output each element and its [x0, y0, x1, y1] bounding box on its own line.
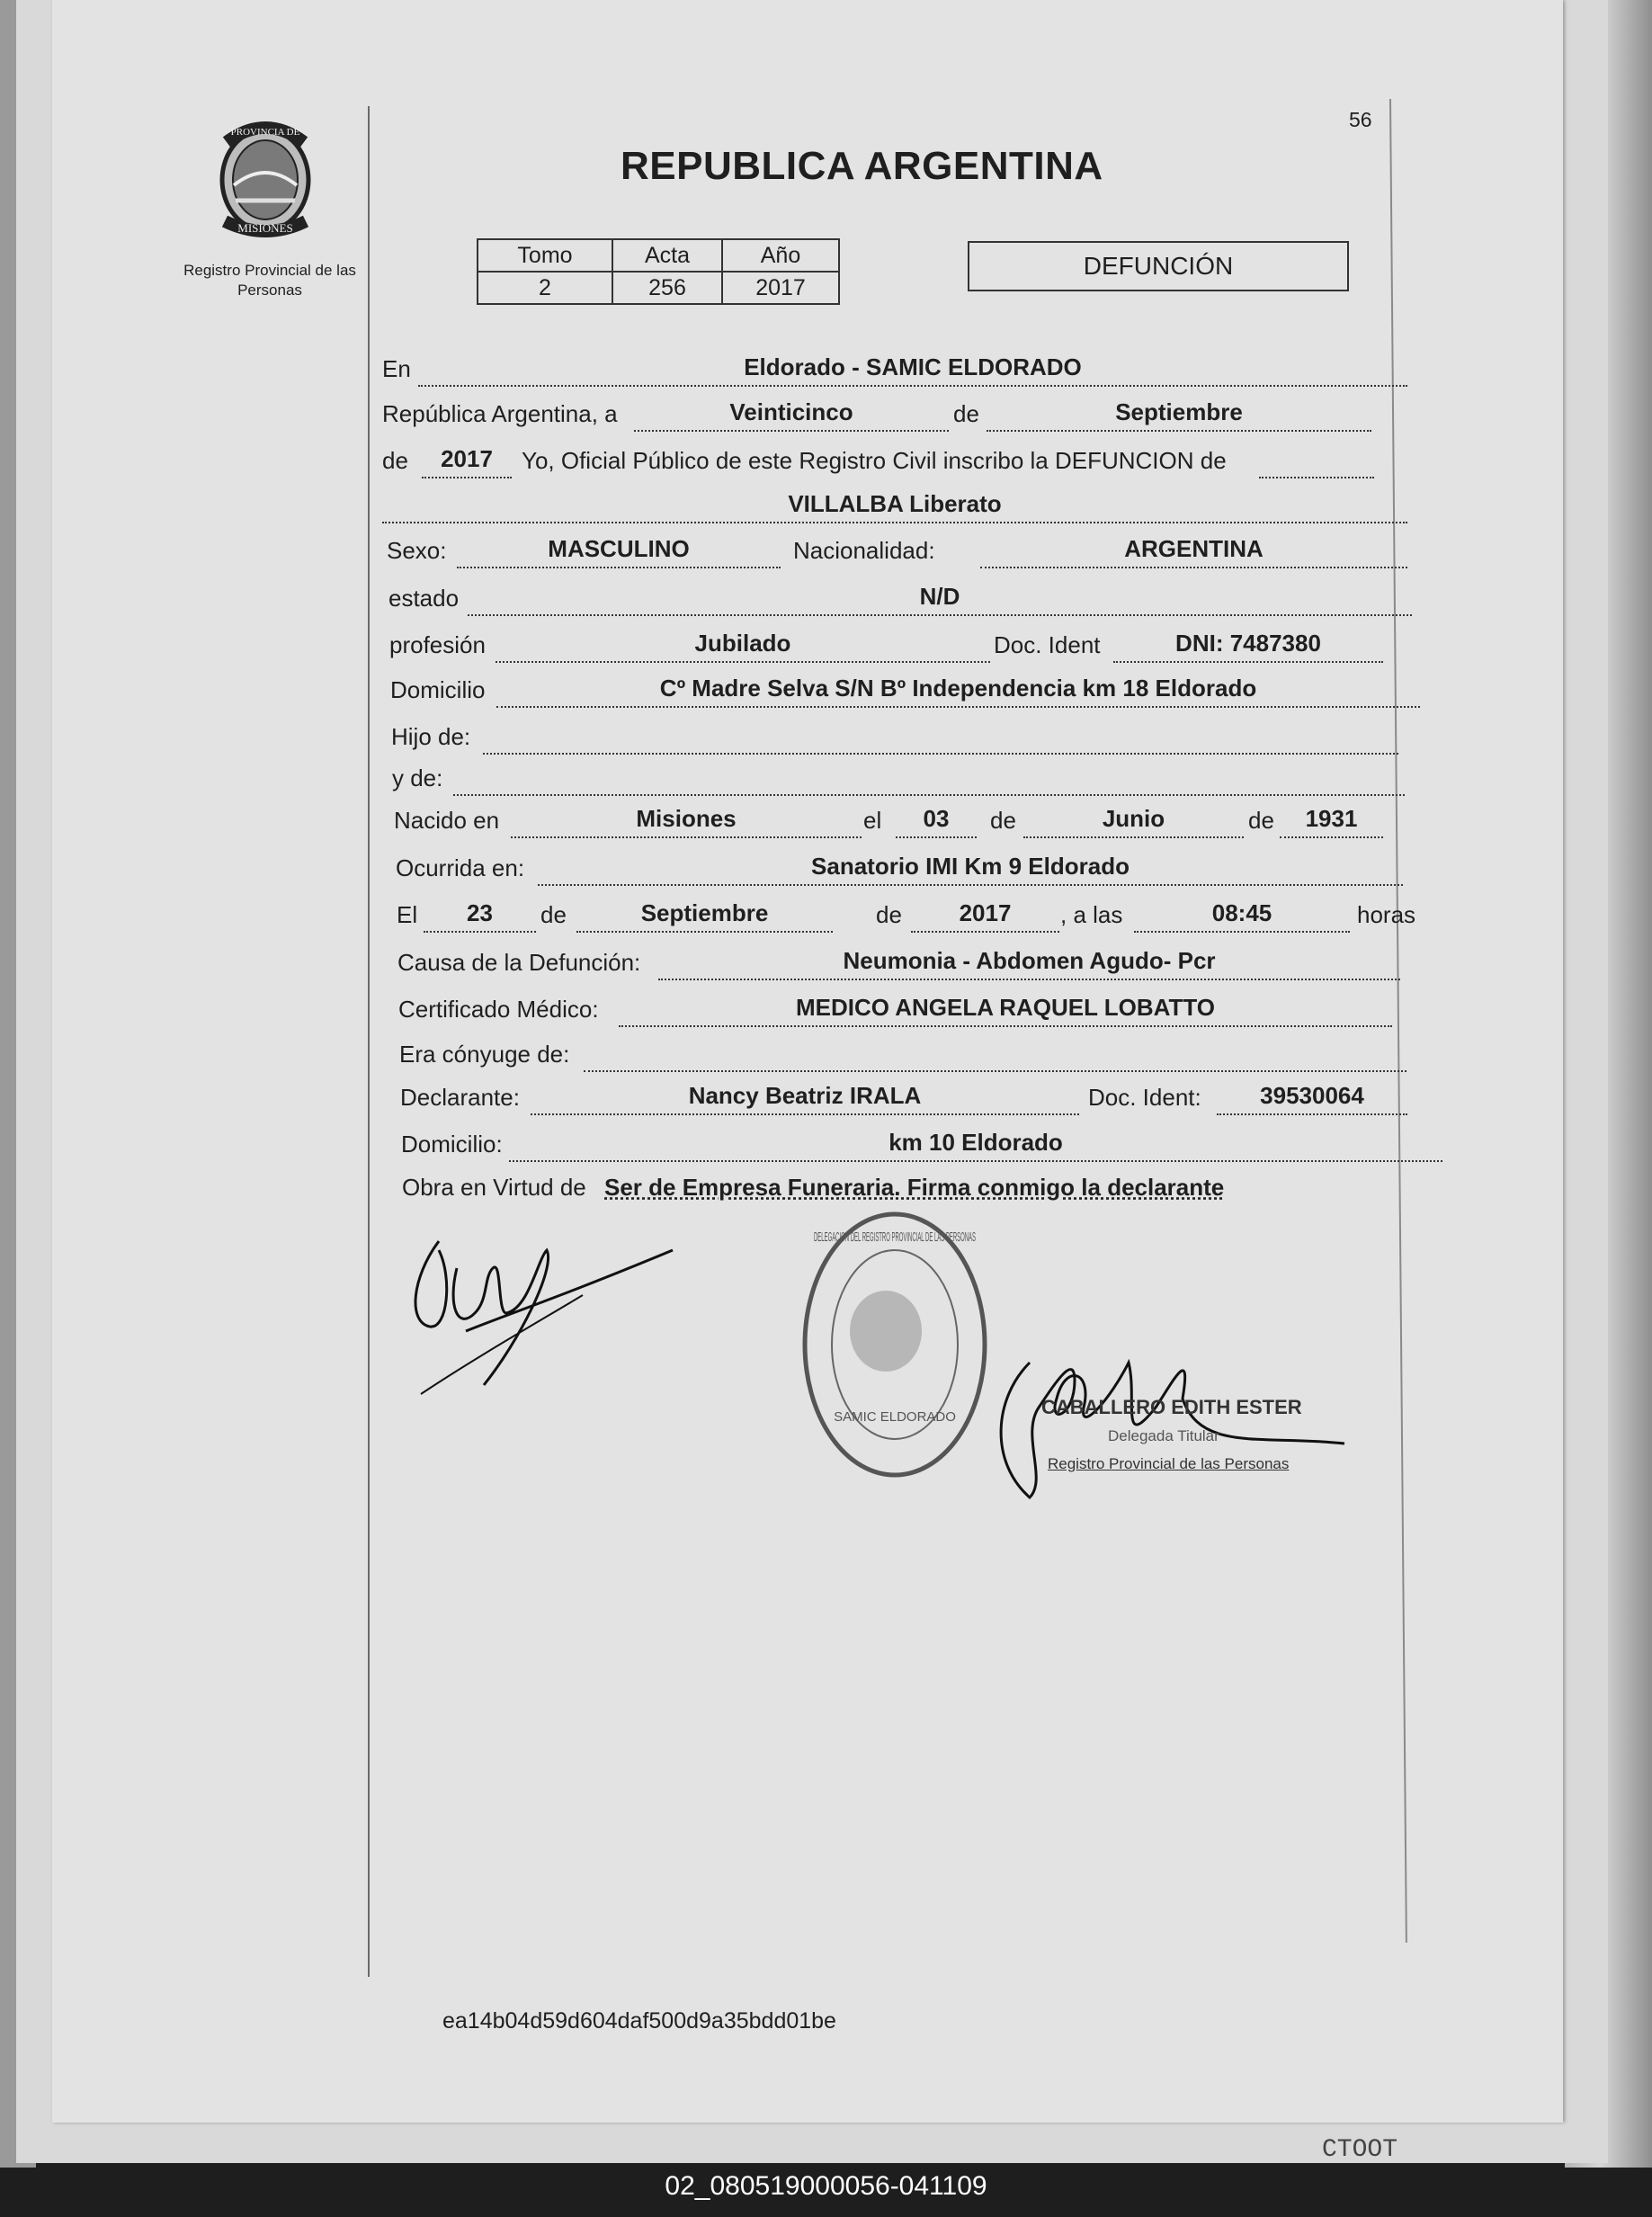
field-death-day — [424, 898, 536, 933]
row-birth — [394, 800, 1392, 840]
label-domicilio-2: Domicilio: — [401, 1131, 503, 1158]
value-year: 2017 — [441, 445, 493, 472]
logo-text-bottom: MISIONES — [237, 221, 293, 235]
field-birthplace — [511, 804, 862, 838]
row-declarant — [400, 1077, 1412, 1117]
field-birth-day — [896, 804, 977, 838]
field-sexo — [457, 534, 781, 568]
label-de-3: de — [990, 807, 1016, 834]
label-profesion: profesión — [389, 631, 486, 658]
row-certificate — [398, 989, 1392, 1029]
value-deceased-name: VILLALBA Liberato — [788, 490, 1002, 517]
label-hijo: Hijo de: — [391, 723, 471, 750]
value-declarante: Nancy Beatriz IRALA — [688, 1082, 922, 1109]
value-obra: Ser de Empresa Funeraria. Firma conmigo la declarante — [604, 1174, 1225, 1201]
label-de-6: de — [876, 901, 902, 928]
row-place — [382, 349, 1407, 389]
value-place: Eldorado - SAMIC ELDORADO — [744, 353, 1082, 380]
value-causa: Neumonia - Abdomen Agudo- Pcr — [843, 947, 1216, 974]
label-y-de: y de: — [392, 764, 443, 791]
row-declarant-address — [401, 1124, 1442, 1164]
label-horas: horas — [1357, 901, 1416, 928]
official-role: Delegada Titular — [1108, 1427, 1219, 1444]
value-domicilio-2: km 10 Eldorado — [889, 1129, 1063, 1156]
value-domicilio: Cº Madre Selva S/N Bº Independencia km 18 Eldorado — [659, 675, 1257, 702]
value-doc-ident: DNI: 7487380 — [1175, 630, 1321, 657]
tomo-acta-table — [477, 238, 840, 305]
field-official-tail — [1259, 444, 1374, 478]
field-place — [418, 353, 1407, 387]
label-estado: estado — [388, 585, 460, 612]
value-birth-month: Junio — [1102, 805, 1165, 832]
label-de-5: de — [540, 901, 567, 928]
image-id: 02_080519000056-041109 — [665, 2171, 987, 2201]
label-en: En — [382, 355, 411, 382]
row-parent-2 — [392, 758, 1405, 798]
label-sexo: Sexo: — [387, 537, 447, 564]
field-deceased — [382, 489, 1407, 523]
field-hijo — [483, 720, 1398, 755]
value-death-month: Septiembre — [640, 899, 769, 926]
declarant-signature-icon — [403, 1223, 673, 1403]
field-domicilio — [496, 674, 1420, 708]
row-obra — [402, 1167, 1355, 1207]
row-official — [382, 441, 1380, 480]
label-obra: Obra en Virtud de — [402, 1174, 586, 1201]
field-certificado — [619, 993, 1392, 1027]
row-estado — [388, 578, 1414, 618]
value-nacionalidad: ARGENTINA — [1124, 535, 1264, 562]
label-nacionalidad: Nacionalidad: — [793, 537, 935, 564]
bottom-stamp: CTOOT — [1322, 2136, 1398, 2164]
value-month: Septiembre — [1115, 398, 1243, 425]
label-de-1: de — [953, 400, 979, 427]
label-el-2: El — [397, 901, 418, 928]
label-el: el — [863, 807, 882, 834]
value-death-day: 23 — [467, 899, 493, 926]
value-ano: 2017 — [722, 272, 839, 304]
field-day-words — [634, 398, 949, 432]
label-declarante: Declarante: — [400, 1084, 520, 1111]
value-birth-year: 1931 — [1305, 805, 1358, 832]
seal-outer-text: DELEGACION DEL REGISTRO PROVINCIAL DE LAS PERSONAS — [814, 1229, 976, 1245]
label-de-4: de — [1248, 807, 1274, 834]
value-acta: 256 — [612, 272, 722, 304]
official-seal-icon — [791, 1205, 998, 1484]
field-month — [987, 398, 1371, 432]
field-causa — [658, 946, 1400, 980]
value-birth-day: 03 — [923, 805, 950, 832]
value-tomo: 2 — [478, 272, 612, 304]
field-doc-ident-2 — [1217, 1081, 1407, 1115]
logo-text-top: PROVINCIA DE — [230, 127, 300, 138]
registry-name: Registro Provincial de las Personas — [183, 262, 356, 299]
page-number: 56 — [1349, 108, 1372, 131]
row-date — [382, 394, 1371, 434]
field-profesion — [496, 629, 990, 663]
label-ocurrida: Ocurrida en: — [396, 854, 525, 881]
label-doc-ident: Doc. Ident — [994, 631, 1101, 658]
seal-inner-text: SAMIC ELDORADO — [834, 1409, 956, 1425]
label-conyuge: Era cónyuge de: — [399, 1041, 570, 1068]
row-occurred — [396, 848, 1403, 888]
label-republica: República Argentina, a — [382, 400, 618, 427]
value-day-words: Veinticinco — [729, 398, 853, 425]
header-ano: Año — [722, 239, 839, 272]
row-parent-1 — [391, 717, 1398, 756]
value-birthplace: Misiones — [636, 805, 737, 832]
label-a-las: , a las — [1060, 901, 1123, 928]
label-de-2: de — [382, 447, 408, 474]
official-text: Yo, Oficial Público de este Registro Civil inscribo la DEFUNCION de — [522, 447, 1227, 474]
value-death-year: 2017 — [959, 899, 1012, 926]
margin-line-left — [368, 106, 370, 1977]
official-registry: Registro Provincial de las Personas — [1048, 1455, 1290, 1472]
field-estado — [468, 582, 1412, 616]
value-ocurrida: Sanatorio IMI Km 9 Eldorado — [811, 853, 1130, 880]
field-domicilio-2 — [509, 1128, 1442, 1162]
row-deceased — [382, 486, 1407, 525]
value-sexo: MASCULINO — [548, 535, 690, 562]
value-doc-ident-2: 39530064 — [1260, 1082, 1364, 1109]
row-cause — [397, 943, 1400, 982]
misiones-coat-of-arms-icon — [207, 115, 324, 241]
label-nacido: Nacido en — [394, 807, 500, 834]
official-name: CABALLERO EDITH ESTER — [1041, 1396, 1302, 1418]
field-birth-month — [1023, 804, 1244, 838]
row-profession — [389, 625, 1388, 665]
field-doc-ident — [1113, 629, 1383, 663]
label-domicilio: Domicilio — [390, 676, 486, 703]
label-doc-ident-2: Doc. Ident: — [1088, 1084, 1201, 1111]
field-year — [422, 444, 512, 478]
label-certificado: Certificado Médico: — [398, 996, 599, 1023]
label-causa: Causa de la Defunción: — [397, 949, 641, 976]
row-death-date — [397, 895, 1416, 934]
value-estado: N/D — [919, 583, 960, 610]
field-ocurrida — [538, 852, 1403, 886]
field-death-month — [576, 898, 833, 933]
row-spouse — [399, 1034, 1406, 1074]
header-acta: Acta — [612, 239, 722, 272]
field-death-year — [911, 898, 1059, 933]
document-title: REPUBLICA ARGENTINA — [621, 144, 1103, 188]
field-nacionalidad — [980, 534, 1407, 568]
field-death-time — [1134, 898, 1350, 933]
field-y-de — [453, 762, 1405, 796]
field-conyuge — [584, 1038, 1406, 1072]
value-profesion: Jubilado — [694, 630, 791, 657]
field-declarante — [531, 1081, 1079, 1115]
row-address — [390, 670, 1420, 710]
value-death-time: 08:45 — [1211, 899, 1272, 926]
field-birth-year — [1280, 804, 1383, 838]
document-code: ea14b04d59d604daf500d9a35bdd01be — [442, 2008, 836, 2034]
record-type-box: DEFUNCIÓN — [968, 241, 1349, 291]
header-tomo: Tomo — [478, 239, 612, 272]
official-signature-icon — [994, 1345, 1353, 1506]
value-certificado: MEDICO ANGELA RAQUEL LOBATTO — [795, 994, 1216, 1021]
row-sex-nationality — [387, 531, 1412, 570]
